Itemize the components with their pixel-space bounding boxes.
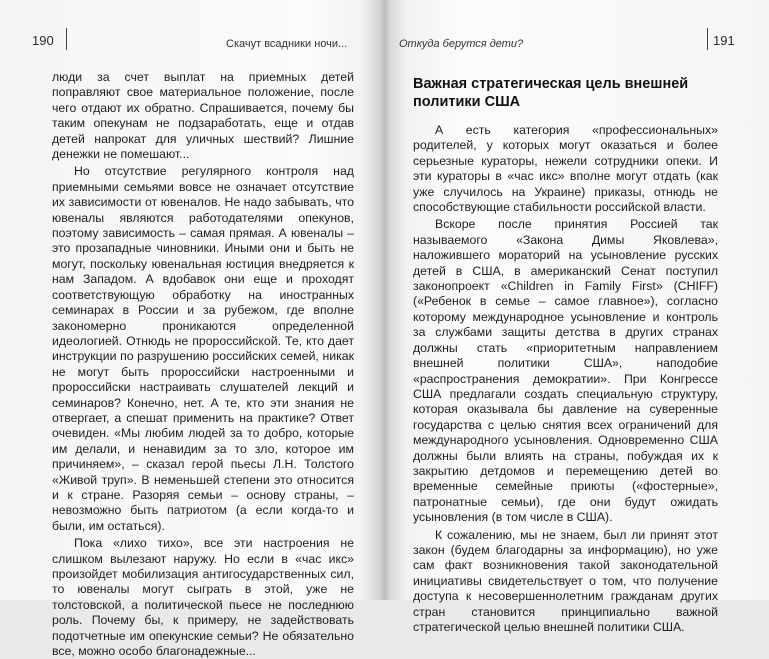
paragraph: А есть категория «профессиональных» родителей, у которых могут оказаться и более серьезные кураторы, нежели сотрудники опеки. И эти кураторы в «час икс» вполне могут отдать (как уже случилось на Украине) приказы, отнюдь не способствующие стабильности российской власти. — [413, 123, 718, 215]
right-running-head: Откуда берутся дети? — [399, 38, 524, 50]
left-running-head: Скачут всадники ночи... — [226, 38, 348, 50]
paragraph: люди за счет выплат на приемных детей поправляют свое материальное положение, после чего отдают их обратно. Спрашивается, почему бы таким опекунам не подзаработать, еще и отдав детей напрокат для уличных шествий? Лишние денежки не помешают... — [52, 70, 354, 162]
right-page-text — [413, 75, 718, 635]
right-page-number: 191 — [713, 33, 735, 48]
left-header-rule — [66, 28, 67, 50]
paragraph: Пока «лихо тихо», все эти настроения не слишком вылезают наружу. Но если в «час икс» произойдет мобилизация антигосударственных сил, то ювеналы могут сыграть в этой, уже не толстовской, а политической пьесе не последнюю роль. Почему бы, к примеру, не задействовать подотчетные им опекунские семьи? Не обязательно все, можно особо благонадежные... — [52, 536, 354, 659]
paragraph: Вскоре после принятия Россией так называемого «Закона Димы Яковлева», наложившего мораторий на усыновление русских детей в США, в американский Сенат поступил законопроект «Children in Family First» (CHIFF) («Ребенок в семье – самое главное»), согласно которому международное усыновление и контроль за службами защиты детства в других странах должны стать «приоритетным направлением внешней политики США», наподобие «распространения демократии». При Конгрессе США предлагали создать специальную структуру, которая оказывала бы давление на суверенные государства с целью снятия всех ограничений для международного усыновления. Одновременно США должны были влиять на страны, побуждая их к закрытию детдомов и перемещению детей во временные семейные приюты («фостерные», патронатные семьи), где они будут ожидать усыновления (в том числе в США). — [413, 217, 718, 525]
left-page-text — [52, 70, 354, 659]
paragraph: К сожалению, мы не знаем, был ли принят этот закон (будем благодарны за информацию), но уже сам факт возникновения такой законодательной инициативы свидетельствует о том, что получение доступа к несовершеннолетним гражданам других стран становится принципиально важной стратегической целью внешней политики США. — [413, 527, 718, 634]
left-page-number: 190 — [32, 33, 54, 48]
right-header-rule — [707, 28, 708, 50]
paragraph: Но отсутствие регулярного контроля над приемными семьями вовсе не означает отсутствие их зависимости от ювеналов. Не надо забывать, что ювеналы являются работодателями опекунов, поэтому зависимость – самая прямая. А ювеналы – это прозападные чиновники. Иными они и быть не могут, поскольку ювенальная юстиция внедряется к нам Западом. А вдобавок они еще и проходят соответствующую обработку на иностранных семинарах в России и за рубежом, где вполне закономерно проникаются определенной идеологией. Отнюдь не пророссийской. Те, кто дает инструкции по разрушению российских семей, никак не могут быть пророссийски настроенными и пророссийски настраивать слушателей лекций и семинаров? Конечно, нет. А те, кто эти знания не отвергает, а спешат применить на практике? Ответ очевиден. «Мы любим людей за то добро, которые им делали, и ненавидим за то зло, которое им причиняем», – сказал герой пьесы Л.Н. Толстого «Живой труп». В неменьшей степени это относится и к стране. Разоряя семьи – основу страны, – невозможно быть патриотом (а если когда-то и были, им остаться). — [52, 164, 354, 533]
section-title: Важная стратегическая цель внешней политики США — [413, 76, 689, 110]
